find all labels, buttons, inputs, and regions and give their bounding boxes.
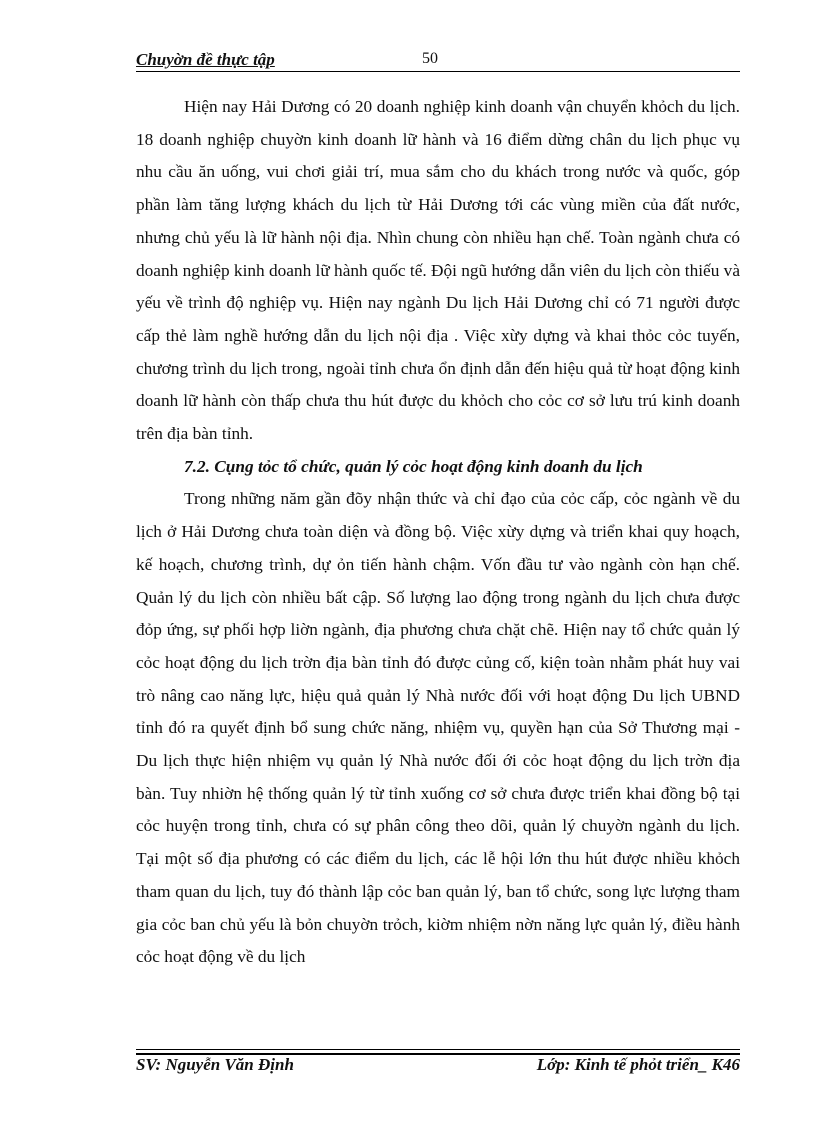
page-number: 50	[422, 50, 438, 67]
page-footer	[136, 1055, 740, 1079]
document-body	[136, 91, 740, 974]
page-header	[136, 48, 740, 72]
paragraph: Hiện nay Hải Dương có 20 doanh nghiệp kinh doanh vận chuyển khỏch du lịch. 18 doanh nghiệp chuyờn kinh doanh lữ hành và 16 điểm dừng chân du lịch phục vụ nhu cầu ăn uống, vui chơi giải trí, mua sắm cho du khách trong nước và quốc, góp phần làm tăng lượng khách du lịch từ Hải Dương tới các vùng miền của đất nước, nhưng chủ yếu là lữ hành nội địa. Nhìn chung còn nhiều hạn chế. Toàn ngành chưa có doanh nghiệp kinh doanh lữ hành quốc tế. Đội ngũ hướng dẫn viên du lịch còn thiếu và yếu về trình độ nghiệp vụ. Hiện nay ngành Du lịch Hải Dương chỉ có 71 người được cấp thẻ làm nghề hướng dẫn du lịch nội địa . Việc xừy dựng và khai thỏc cỏc tuyến, chương trình du lịch trong, ngoài tỉnh chưa ổn định dẫn đến hiệu quả từ hoạt động kinh doanh lữ hành còn thấp chưa thu hút được du khỏch cho cỏc cơ sở lưu trú kinh doanh trên địa bàn tỉnh.	[136, 97, 740, 444]
footer-class: Lớp: Kinh tế phỏt triển_ K46	[536, 1055, 740, 1074]
paragraph: Trong những năm gần đõy nhận thức và chỉ đạo của cỏc cấp, cỏc ngành về du lịch ở Hải Dương chưa toàn diện và đồng bộ. Việc xừy dựng và triển khai quy hoạch, kế hoạch, chương trình, dự ỏn tiến hành chậm. Vốn đầu tư vào ngành còn hạn chế. Quản lý du lịch còn nhiều bất cập. Số lượng lao động trong ngành du lịch chưa được đỏp ứng, sự phối hợp liờn ngành, địa phương chưa chặt chẽ. Hiện nay tổ chức quản lý cỏc hoạt động du lịch trờn địa bàn tỉnh đó được củng cố, kiện toàn nhằm phát huy vai trò nâng cao năng lực, hiệu quả quản lý Nhà nước đối với hoạt động Du lịch UBND tỉnh đó ra quyết định bổ sung chức năng, nhiệm vụ, quyền hạn của Sở Thương mại - Du lịch thực hiện nhiệm vụ quản lý Nhà nước đối ới cỏc hoạt động du lịch trờn địa bàn. Tuy nhiờn hệ thống quản lý từ tỉnh xuống cơ sở chưa được triển khai đồng bộ tại cỏc huyện trong tỉnh, chưa có sự phân công theo dõi, quản lý chuyờn ngành du lịch. Tại một số địa phương có các điểm du lịch, các lễ hội lớn thu hút được nhiều khỏch tham quan du lịch, tuy đó thành lập cỏc ban quản lý, ban tổ chức, song lực lượng tham gia cỏc ban chủ yếu là bỏn chuyờn trỏch, kiờm nhiệm nờn năng lực quản lý, điều hành cỏc hoạt động về du lịch	[136, 489, 740, 967]
footer-student: SV: Nguyễn Văn Định	[136, 1055, 294, 1074]
header-title: Chuyờn đề thực tập	[136, 50, 275, 69]
header-rule	[136, 71, 740, 72]
section-heading: 7.2. Cụng tỏc tổ chức, quản lý cỏc hoạt động kinh doanh du lịch	[184, 456, 643, 476]
